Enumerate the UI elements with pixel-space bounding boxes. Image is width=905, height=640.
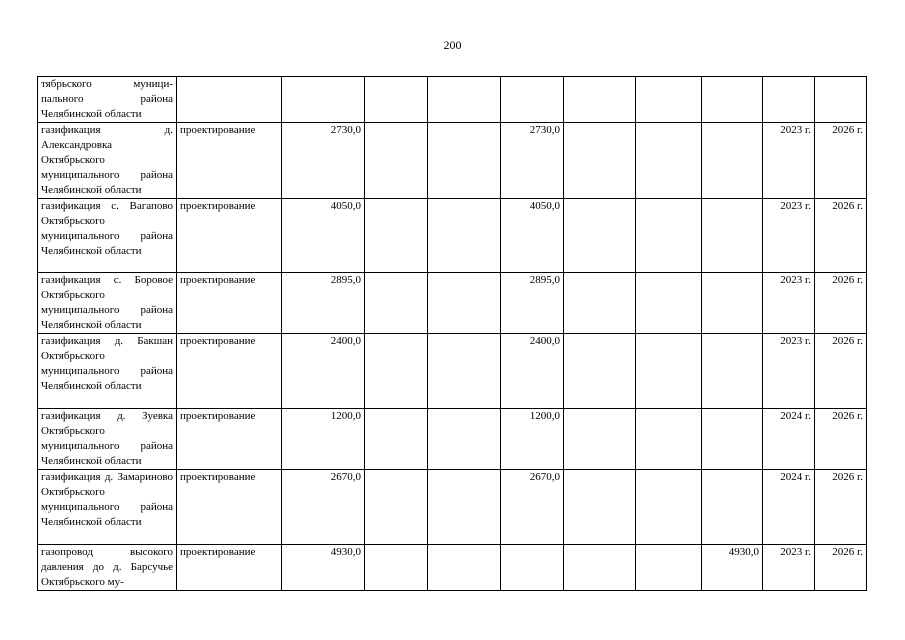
col-3-value	[428, 470, 501, 545]
object-description: газификация д. Александровка Октябрьского муниципального района Челябинской области	[38, 123, 177, 199]
end-year: 2026 г.	[815, 123, 867, 199]
start-year: 2023 г.	[763, 545, 815, 591]
table-row	[38, 199, 867, 273]
col-4-value: 4050,0	[501, 199, 564, 273]
col-6-value	[636, 123, 702, 199]
start-year: 2023 г.	[763, 123, 815, 199]
work-stage: проектирование	[177, 334, 282, 409]
col-7-value: 4930,0	[702, 545, 763, 591]
col-5-value	[564, 470, 636, 545]
work-stage: проектирование	[177, 470, 282, 545]
col-2-value	[365, 123, 428, 199]
total-cost: 4930,0	[282, 545, 365, 591]
col-2-value	[365, 409, 428, 470]
table-row	[38, 123, 867, 199]
col-2-value	[365, 273, 428, 334]
col-7-value	[702, 123, 763, 199]
col-6-value	[636, 199, 702, 273]
col-3-value	[428, 123, 501, 199]
col-6-value	[636, 77, 702, 123]
end-year: 2026 г.	[815, 470, 867, 545]
col-7-value	[702, 334, 763, 409]
col-5-value	[564, 123, 636, 199]
end-year: 2026 г.	[815, 199, 867, 273]
col-5-value	[564, 545, 636, 591]
work-stage: проектирование	[177, 545, 282, 591]
col-5-value	[564, 409, 636, 470]
total-cost: 2670,0	[282, 470, 365, 545]
end-year: 2026 г.	[815, 409, 867, 470]
col-3-value	[428, 409, 501, 470]
start-year: 2024 г.	[763, 409, 815, 470]
page-number: 200	[443, 38, 462, 52]
work-stage: проектирование	[177, 273, 282, 334]
end-year: 2026 г.	[815, 545, 867, 591]
total-cost: 2730,0	[282, 123, 365, 199]
object-description: тябрьского муници-пального района Челябинской области	[38, 77, 177, 123]
table-row	[38, 77, 867, 123]
object-description: газопровод высокого давления до д. Барсучье Октябрьского му-	[38, 545, 177, 591]
start-year	[763, 77, 815, 123]
col-4-value: 2670,0	[501, 470, 564, 545]
col-5-value	[564, 273, 636, 334]
col-3-value	[428, 545, 501, 591]
col-2-value	[365, 470, 428, 545]
work-stage	[177, 77, 282, 123]
col-2-value	[365, 334, 428, 409]
col-7-value	[702, 199, 763, 273]
col-4-value: 2895,0	[501, 273, 564, 334]
table-row	[38, 334, 867, 409]
object-description: газификация д. Зуевка Октябрьского муниципального района Челябинской области	[38, 409, 177, 470]
start-year: 2024 г.	[763, 470, 815, 545]
col-4-value	[501, 77, 564, 123]
col-2-value	[365, 545, 428, 591]
work-stage: проектирование	[177, 199, 282, 273]
work-stage: проектирование	[177, 123, 282, 199]
total-cost: 2895,0	[282, 273, 365, 334]
start-year: 2023 г.	[763, 273, 815, 334]
col-7-value	[702, 77, 763, 123]
object-description: газификация д. Бакшан Октябрьского муниципального района Челябинской области	[38, 334, 177, 409]
col-4-value	[501, 545, 564, 591]
col-3-value	[428, 199, 501, 273]
col-3-value	[428, 273, 501, 334]
col-6-value	[636, 334, 702, 409]
col-5-value	[564, 334, 636, 409]
col-7-value	[702, 409, 763, 470]
table-row	[38, 470, 867, 545]
total-cost: 2400,0	[282, 334, 365, 409]
data-table	[37, 76, 867, 591]
end-year: 2026 г.	[815, 273, 867, 334]
start-year: 2023 г.	[763, 199, 815, 273]
object-description: газификация с. Боровое Октябрьского муниципального района Челябинской области	[38, 273, 177, 334]
total-cost: 4050,0	[282, 199, 365, 273]
col-5-value	[564, 77, 636, 123]
total-cost: 1200,0	[282, 409, 365, 470]
col-4-value: 2730,0	[501, 123, 564, 199]
object-description: газификация с. Вагапово Октябрьского муниципального района Челябинской области	[38, 199, 177, 273]
col-3-value	[428, 77, 501, 123]
col-6-value	[636, 470, 702, 545]
object-description: газификация д. Замариново Октябрьского муниципального района Челябинской области	[38, 470, 177, 545]
end-year: 2026 г.	[815, 334, 867, 409]
col-4-value: 1200,0	[501, 409, 564, 470]
col-6-value	[636, 409, 702, 470]
col-6-value	[636, 545, 702, 591]
col-7-value	[702, 273, 763, 334]
table-row	[38, 273, 867, 334]
total-cost	[282, 77, 365, 123]
work-stage: проектирование	[177, 409, 282, 470]
col-2-value	[365, 77, 428, 123]
end-year	[815, 77, 867, 123]
start-year: 2023 г.	[763, 334, 815, 409]
col-2-value	[365, 199, 428, 273]
col-4-value: 2400,0	[501, 334, 564, 409]
col-7-value	[702, 470, 763, 545]
col-3-value	[428, 334, 501, 409]
table-row	[38, 409, 867, 470]
col-5-value	[564, 199, 636, 273]
col-6-value	[636, 273, 702, 334]
table-row	[38, 545, 867, 591]
